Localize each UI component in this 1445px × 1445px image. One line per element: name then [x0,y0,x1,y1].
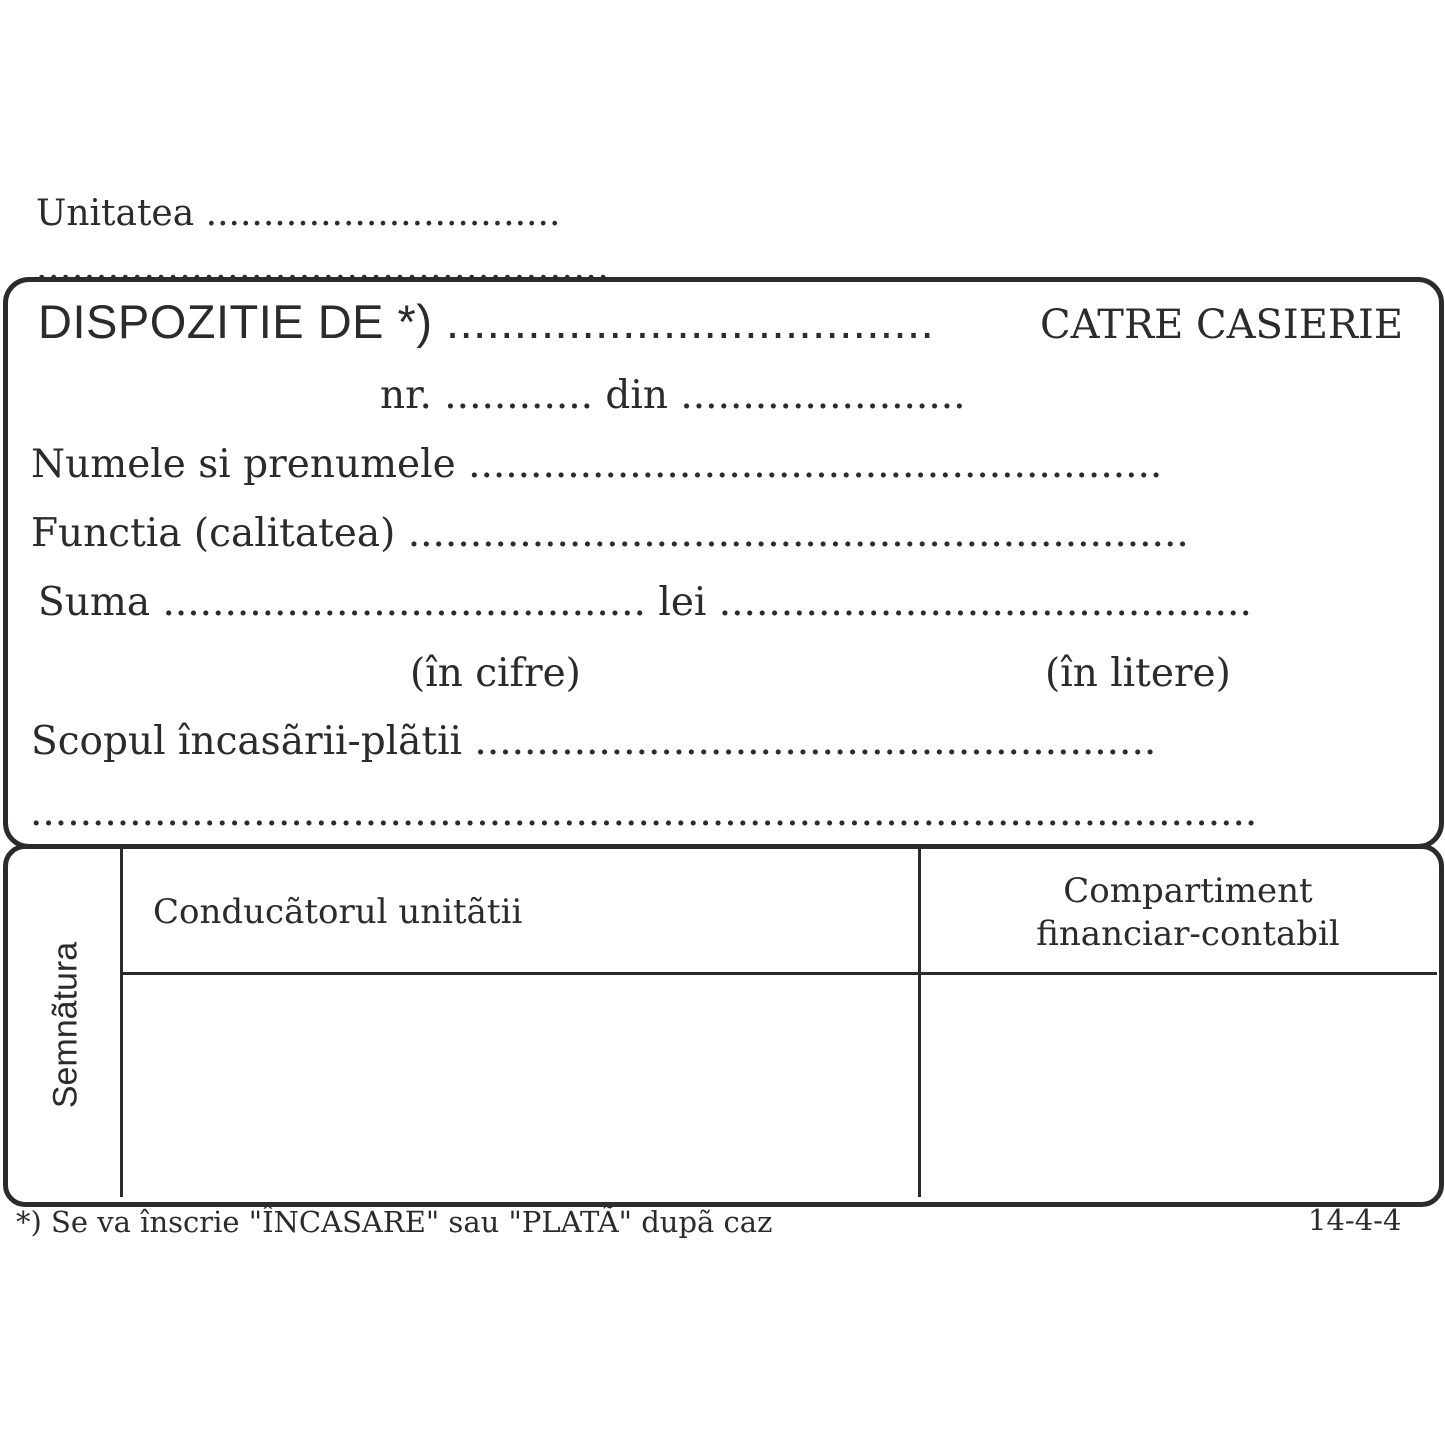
finance-dept-header-line-1: Compartiment [1063,871,1313,911]
form-title: DISPOZITIE DE *) .................................... [38,295,935,348]
footnote: *) Se va înscrie "ÎNCASARE" sau "PLATÃ" dupã caz [16,1205,773,1239]
finance-dept-column-header [922,870,1445,956]
form-title-destination: CATRE CASIERIE [1040,302,1404,348]
finance-dept-header-line-2: financiar-contabil [1036,914,1340,954]
amount-digits-hint: (în cifre) [410,651,581,696]
unit-field-label: Unitatea ............................... [36,193,561,234]
purpose-field: Scopul încasãrii-plãtii ....................................................... [31,719,1157,764]
signature-column-divider [918,849,921,1197]
full-name-field: Numele si prenumele ........................................................ [31,442,1163,487]
form-code: 14-4-4 [1308,1203,1402,1237]
function-field: Functia (calitatea) ............................................................... [31,511,1189,556]
purpose-field-continuation: ................................................................................................... [30,790,1258,835]
signature-row-label: Semnãtura [46,941,85,1109]
number-date-field: nr. ............ din ....................... [380,373,966,418]
unit-field-line-2: ................................................ [36,247,610,288]
signature-header-divider [122,972,1437,975]
amount-letters-hint: (în litere) [1045,651,1231,696]
unit-head-column-header: Conducãtorul unitãtii [153,892,523,932]
amount-field: Suma ....................................... lei ........................................... [38,580,1252,625]
signature-column-divider [120,849,123,1197]
